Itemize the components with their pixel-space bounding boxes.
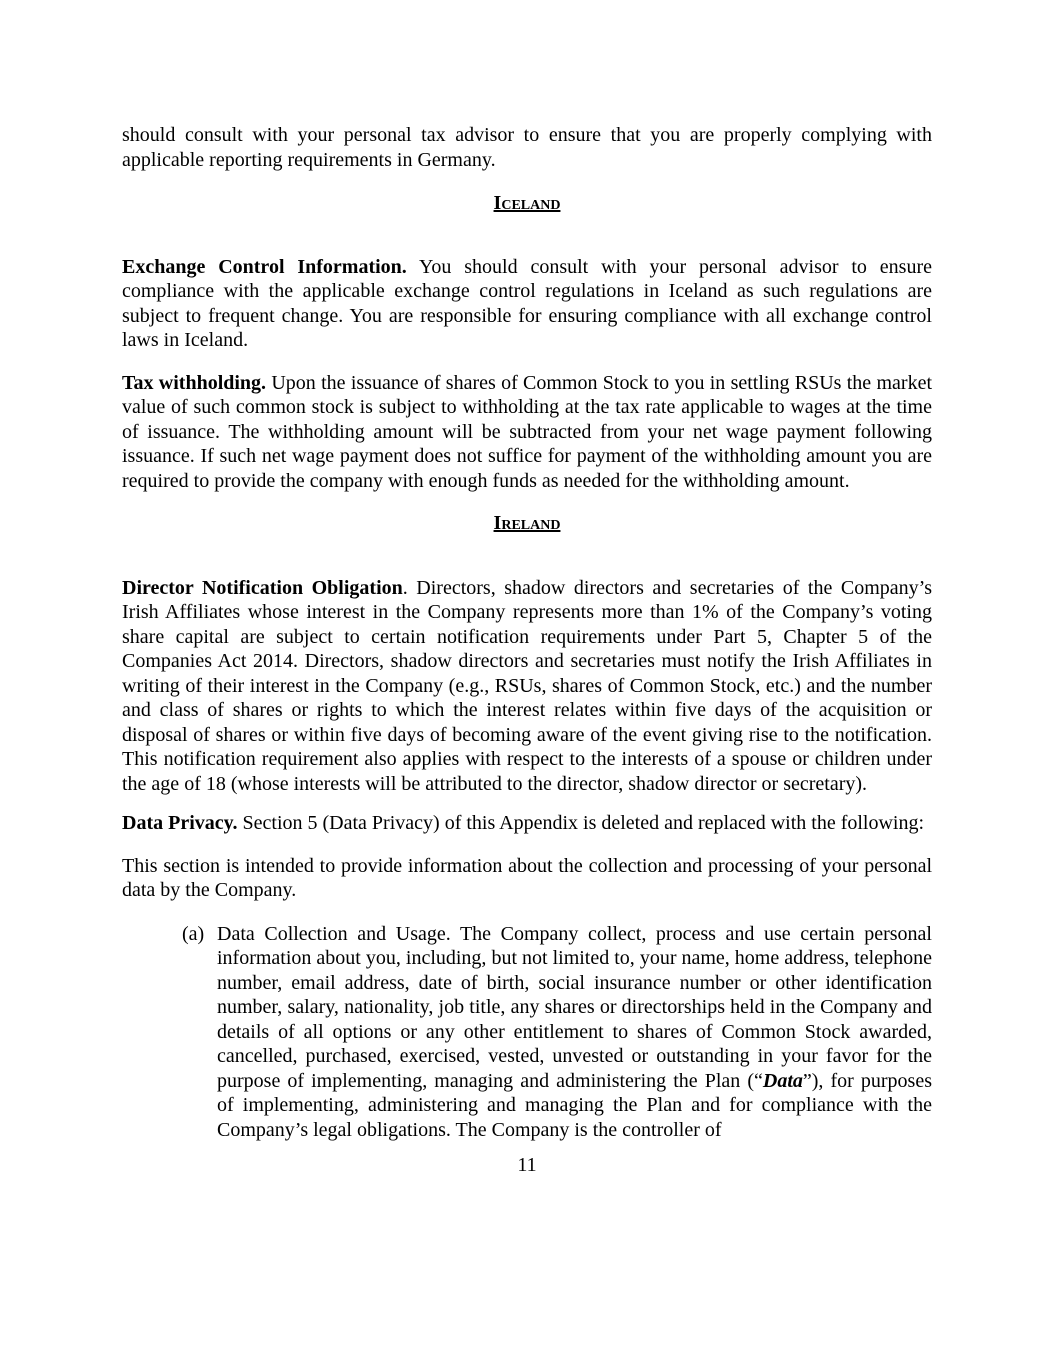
paragraph-data-privacy	[122, 811, 932, 836]
list-item-a-marker: (a)	[182, 922, 205, 945]
exchange-control-body: You should consult with your personal advisor to ensure compliance with the applicable exchange control regulations in Iceland as such regulations are subject to frequent change. You are responsible for ensuring compliance with all exchange control laws in Iceland.	[122, 255, 932, 351]
data-term: Data	[762, 1069, 803, 1092]
director-notification-lead: Director Notification Obligation	[122, 576, 403, 599]
paragraph-intro-text: should consult with your personal tax advisor to ensure that you are properly complying with applicable reporting requirements in Germany.	[122, 124, 932, 171]
data-privacy-lead: Data Privacy.	[122, 812, 238, 834]
section-heading-ireland	[122, 511, 932, 536]
document-content	[122, 0, 932, 1178]
data-privacy-body: Section 5 (Data Privacy) of this Appendix is deleted and replaced with the following:	[242, 812, 925, 834]
paragraph-director-notification	[122, 576, 932, 797]
paragraph-tax-withholding	[122, 371, 932, 494]
list-item-a-text-before-term: Data Collection and Usage. The Company collect, process and use certain personal information about you, including, but not limited to, your name, home address, telephone number, email address, date of birth, social insurance number or other identification number, salary, nationality, job title, any shares or directorships held in the Company and details of all options or any other entitlement to shares of Common Stock awarded, cancelled, purchased, exercised, vested, unvested or outstanding in your favor for the purpose of implementing, managing and administering the Plan (“	[217, 922, 932, 1092]
tax-withholding-lead: Tax withholding.	[122, 371, 267, 394]
list-item-a	[122, 922, 932, 1143]
paragraph-section-note	[122, 854, 932, 903]
page-number	[122, 1153, 932, 1178]
page-number-value: 11	[517, 1154, 537, 1176]
exchange-control-lead: Exchange Control Information.	[122, 255, 407, 278]
section-heading-ireland-label: Ireland	[493, 512, 561, 534]
list-item-a-text	[217, 922, 932, 1143]
paragraph-exchange-control	[122, 255, 932, 353]
director-notification-body: . Directors, shadow directors and secretaries of the Company’s Irish Affiliates whose interest in the Company represents more than 1% of the Company’s voting share capital are subject to certain notification requirements under Part 5, Chapter 5 of the Companies Act 2014. Directors, shadow directors and secretaries must notify the Irish Affiliates in writing of their interest in the Company (e.g., RSUs, shares of Common Stock, etc.) and the number and class of shares or rights to which the interest relates within five days of the acquisition or disposal of shares or within five days of becoming aware of the event giving rise to the notification. This notification requirement also applies with respect to the interests of a spouse or children under the age of 18 (whose interests will be attributed to the director, shadow director or secretary).	[122, 576, 932, 795]
section-note-text: This section is intended to provide information about the collection and processing of your personal data by the Company.	[122, 854, 932, 901]
paragraph-intro	[122, 123, 932, 172]
tax-withholding-body: Upon the issuance of shares of Common Stock to you in settling RSUs the market value of such common stock is subject to withholding at the tax rate applicable to wages at the time of issuance. The withholding amount will be subtracted from your net wage payment following issuance. If such net wage payment does not suffice for payment of the withholding amount you are required to provide the company with enough funds as needed for the withholding amount.	[122, 371, 932, 492]
section-heading-iceland	[122, 191, 932, 216]
section-heading-iceland-label: Iceland	[493, 192, 561, 214]
list-item-a-text-after-term: ”), for purposes of implementing, administering and managing the Plan and for compliance with the Company’s legal obligations. The Company is the controller of	[217, 1069, 932, 1141]
